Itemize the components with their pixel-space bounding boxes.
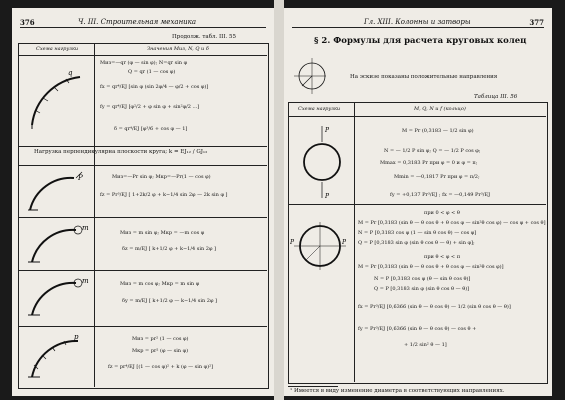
continuation-label: Продолж. табл. III. 55 (172, 34, 237, 40)
left-col-scheme: Схема нагрузки (36, 46, 79, 52)
load-sketch-3 (22, 220, 92, 270)
right-page: Гл. XIII. Колонны и затворы 377 § 2. Формулы для расчета круговых колец На эскизе показаны положительные направления Таблица III. 56 Схема нагрузки M, Q, N и f (кольцо) P P M = Pr (0,3183 — 1/2 sin φ) N = — 1/2 P sin φ; Q = — 1/2 P cos φ; Mmax = 0,3183 Pr при φ = 0 и φ = π; Mmin = —0,1817 Pr при φ = π/2; fy = +0,137 Pr³/EJ ; fx = —0,149 Pr³/EJ P P при 0 < φ < θ M = Pr [0,3183 (sin θ — θ cos θ + θ cos φ — sin²θ cos φ) — cos φ + cos θ] N = P [0,3183 cos φ (1 — sin θ cos θ) — cos φ] Q = P [0,3183 sin φ (sin θ cos θ — θ) + sin φ]; при θ < φ < π M = Pr [0,3183 (sin θ — θ cos θ + θ cos φ — sin²θ cos φ)] N = P [0,3183 cos φ (θ — sin θ cos θ)] Q = P [0,3183 sin φ (sin θ cos θ — θ)] fx = Pr³/EJ [0,6366 (sin θ — θ cos θ) — 1/2 (sin θ cos θ — θ)] fy = Pr³/EJ [0,6366 (sin θ — θ cos θ) — cos θ + + 1/2 sin² θ — 1] ¹ Имеется в виду изменение диаметра в соответствующих направлениях. (284, 8, 552, 396)
left-running-title: Ч. III. Строительная механика (78, 18, 197, 26)
right-col-values: M, Q, N и f (кольцо) (414, 106, 466, 112)
load-sketch-4 (22, 273, 92, 323)
svg-text:P: P (325, 127, 330, 134)
left-page-number: 376 (20, 18, 35, 27)
left-col-values: Значения Mиз, N, Q и δ (147, 46, 209, 52)
book-gutter (274, 0, 284, 400)
footnote: ¹ Имеется в виду изменение диаметра в соответствующих направлениях. (290, 388, 505, 394)
ring-orientation-sketch (292, 56, 326, 96)
svg-text:P: P (78, 174, 83, 182)
middle-caption: Нагрузка перпендикулярна плоскости круга; k = EJ₁₂ / GJ₁₂ (34, 149, 208, 155)
svg-text:m: m (82, 224, 89, 232)
left-page: 376 Ч. III. Строительная механика Продолж. табл. III. 55 Схема нагрузки Значения Mиз, N, Q и δ q Mиз=—qr (φ — sin φ); N=qr sin φ Q = qr (1 — cos φ) fx = qr⁴/EJ [sin φ (sin 2φ/4 — φ/2 + cos φ)] fy = qr⁴/EJ [φ²/2 + φ sin φ + sin²φ/2 ...] δ = qr⁴/EJ [φ³/6 + cos φ — 1] Нагрузка перпендикулярна плоскости круга; k = EJ₁₂ / GJ₁₂ P Mиз=—Pr sin φ; Mкр=—Pr(1 — cos φ) fz = Pr³/EJ [ 1+2k/2 φ + k−1/4 sin 2φ — 2k sin φ ] m Mиз = m sin φ; Mкр = —m cos φ δz = m/EJ [ k+1/2 φ + k−1/4 sin 2φ ] m Mиз = m cos φ; Mкр = m sin φ δy = m/EJ [ k+1/2 φ — k−1/4 sin 2φ ] p Mиз = pr² (1 — cos φ) Mкр = pr² (φ — sin φ) fz = pr⁴/EJ [(1 — cos φ)² + k (φ — sin φ)²] (12, 8, 274, 396)
ring-sketch-1 (294, 122, 350, 202)
table-number: Таблица III. 56 (474, 94, 518, 100)
svg-text:q: q (68, 69, 73, 77)
right-col-scheme: Схема нагрузки (298, 106, 341, 112)
svg-text:p: p (74, 333, 79, 341)
svg-text:P: P (342, 239, 347, 246)
load-sketch-1 (22, 63, 92, 133)
intro-text: На эскизе показаны положительные направления (350, 74, 498, 80)
ring-sketch-2 (290, 214, 350, 278)
left-running-header (20, 18, 266, 28)
section-heading: § 2. Формулы для расчета круговых колец (314, 36, 527, 46)
load-sketch-2 (22, 168, 92, 218)
load-sketch-5 (22, 329, 92, 384)
right-page-number: 377 (529, 18, 544, 27)
right-running-title: Гл. XIII. Колонны и затворы (364, 18, 471, 26)
svg-text:P: P (325, 193, 330, 200)
svg-text:m: m (82, 277, 89, 285)
right-running-header (292, 18, 544, 28)
svg-text:P: P (290, 239, 295, 246)
